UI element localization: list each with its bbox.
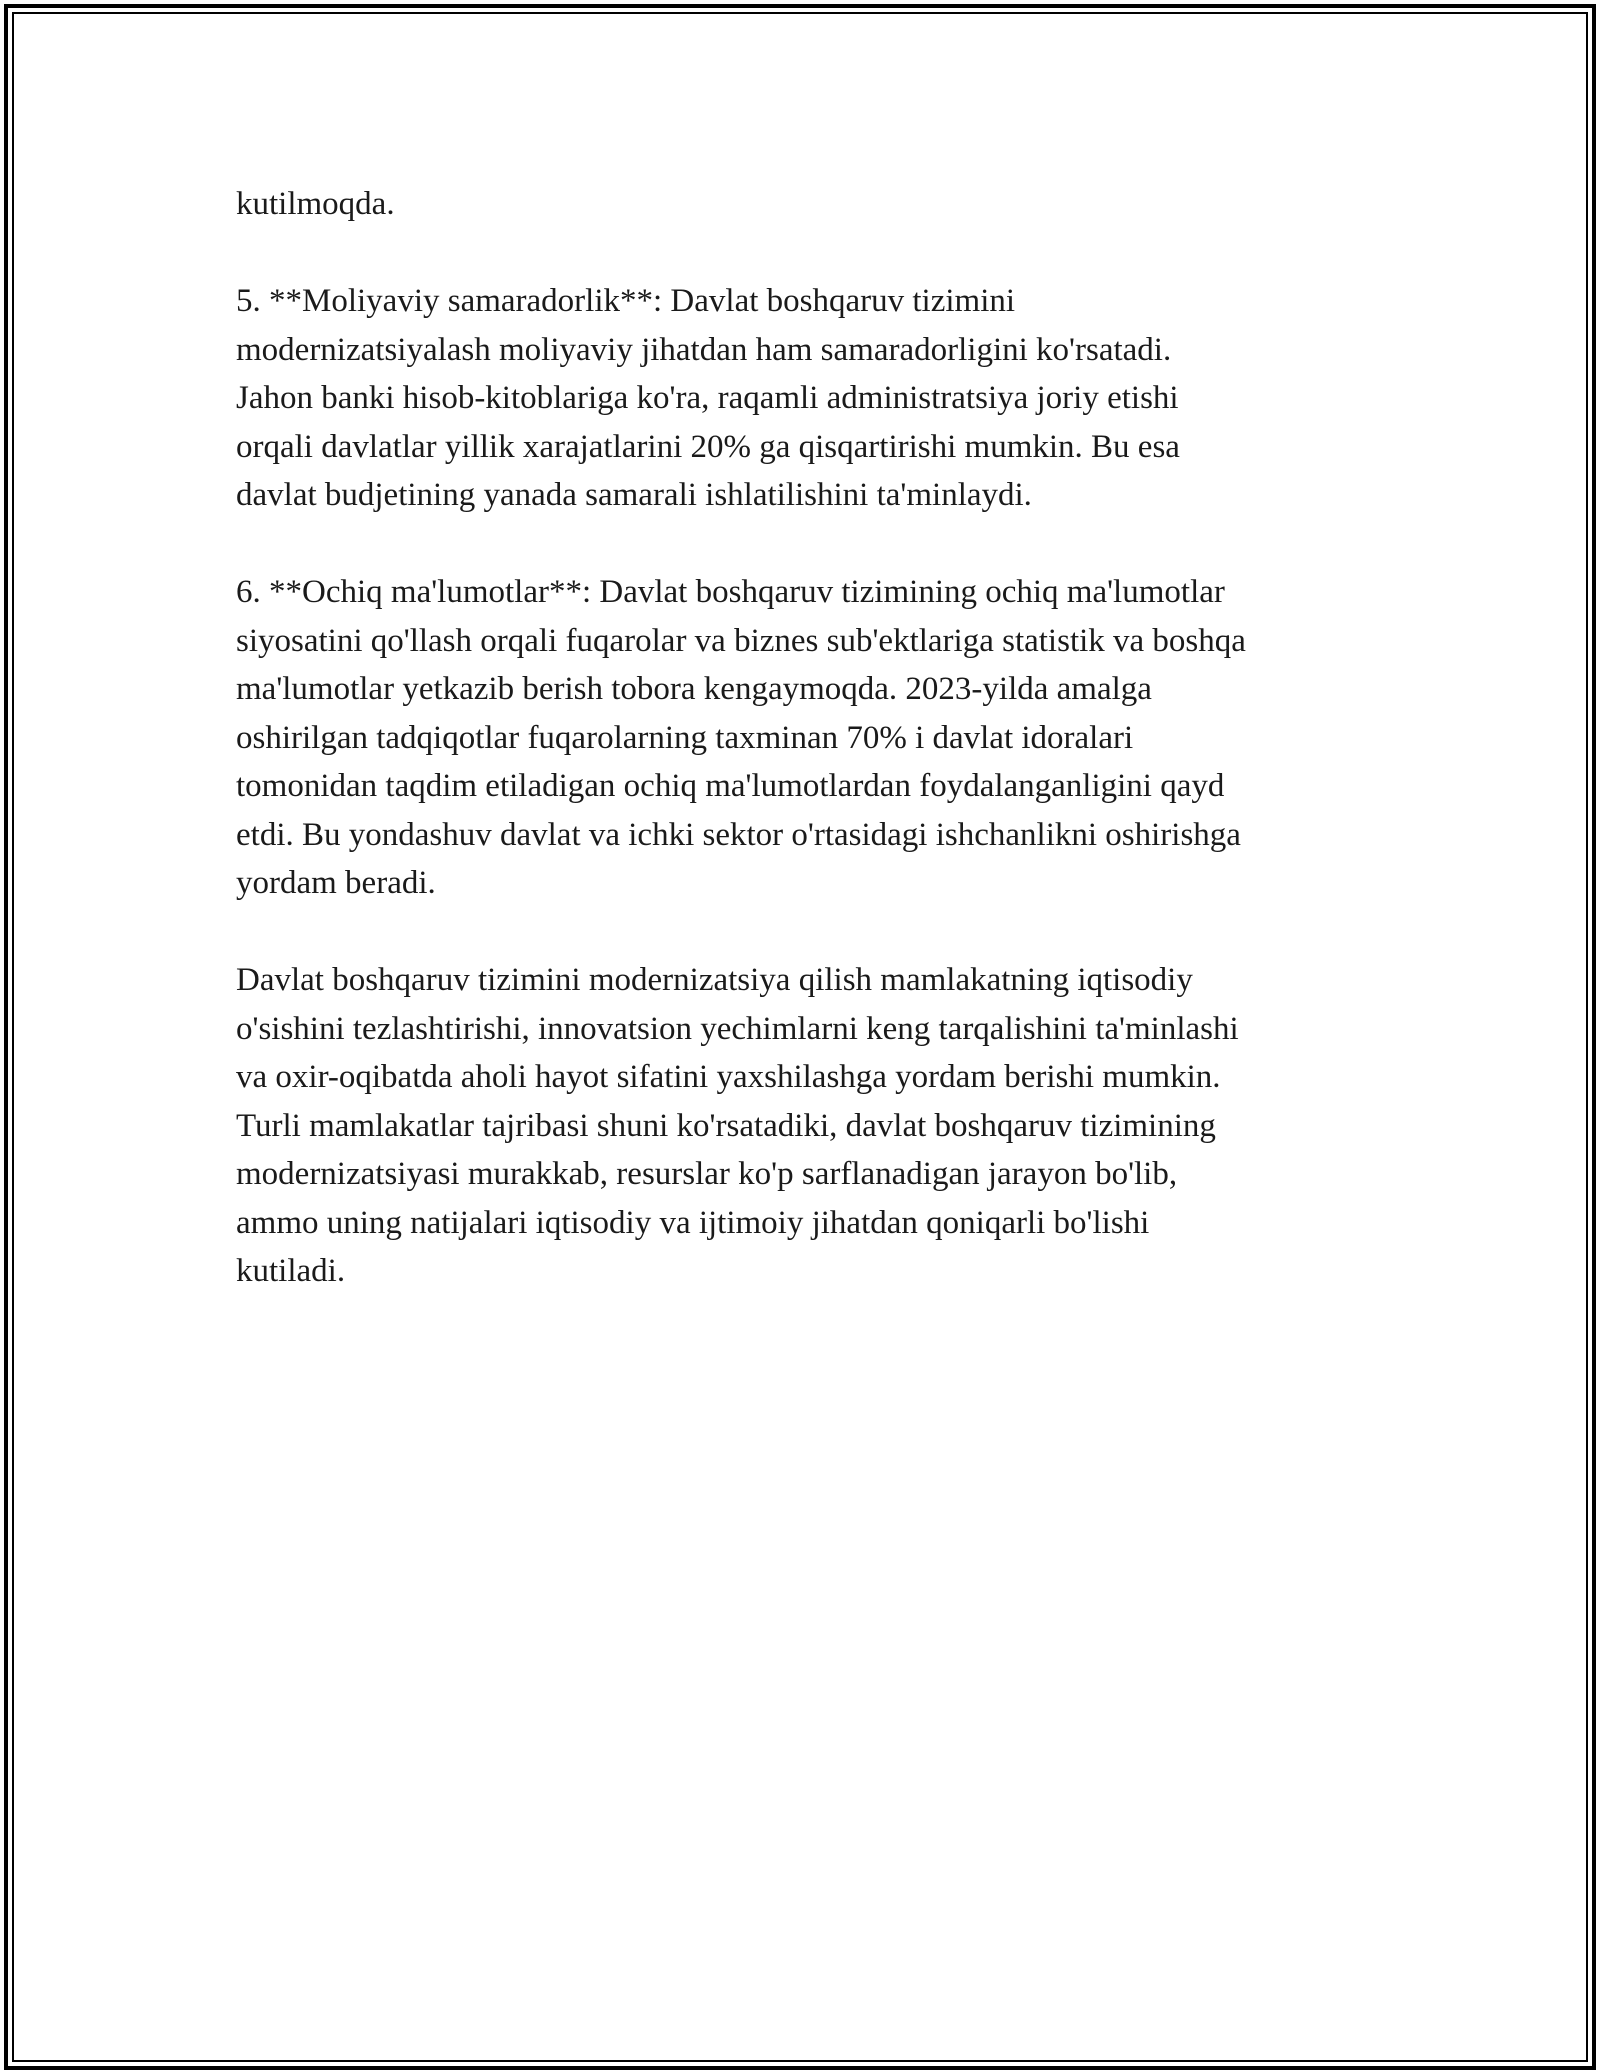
- paragraph-financial-efficiency: 5. **Moliyaviy samaradorlik**: Davlat boshqaruv tizimini modernizatsiyalash moliyaviy jihatdan ham samaradorligini ko'rsatadi. Jahon banki hisob-kitoblariga ko'ra, raqamli administratsiya joriy etishi orqali davlatlar yillik xarajatlarini 20% ga qisqartirishi mumkin. Bu esa davlat budjetining yanada samarali ishlatilishini ta'minlaydi.: [236, 283, 1180, 513]
- paragraph-conclusion: Davlat boshqaruv tizimini modernizatsiya qilish mamlakatning iqtisodiy o'sishini tezlashtirishi, innovatsion yechimlarni keng tarqalishini ta'minlashi va oxir-oqibatda aholi hayot sifatini yaxshilashga yordam berishi mumkin. Turli mamlakatlar tajribasi shuni ko'rsatadiki, davlat boshqaruv tizimining modernizatsiyasi murakkab, resurslar ko'p sarflanadigan jarayon bo'lib, ammo uning natijalari iqtisodiy va ijtimoiy jihatdan qoniqarli bo'lishi kutiladi.: [236, 962, 1239, 1289]
- paragraph-continuation: kutilmoqda.: [236, 186, 395, 222]
- document-body: [236, 180, 1376, 1344]
- paragraph-open-data: 6. **Ochiq ma'lumotlar**: Davlat boshqaruv tizimining ochiq ma'lumotlar siyosatini qo'llash orqali fuqarolar va biznes sub'ektlariga statistik va boshqa ma'lumotlar yetkazib berish tobora kengaymoqda. 2023-yilda amalga oshirilgan tadqiqotlar fuqarolarning taxminan 70% i davlat idoralari tomonidan taqdim etiladigan ochiq ma'lumotlardan foydalanganligini qayd etdi. Bu yondashuv davlat va ichki sektor o'rtasidagi ishchanlikni oshirishga yordam beradi.: [236, 574, 1246, 901]
